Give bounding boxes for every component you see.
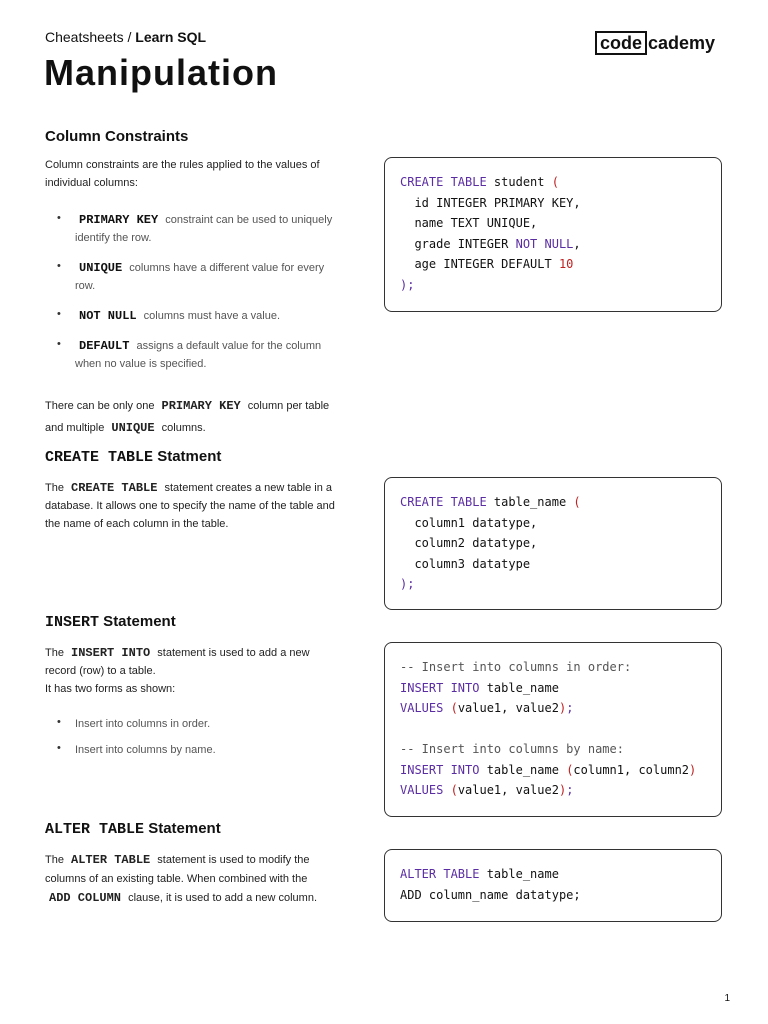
list-item: • Insert into columns by name. (45, 741, 335, 759)
code-token: id INTEGER PRIMARY KEY, (400, 195, 581, 210)
desc-text: The (45, 482, 68, 494)
heading-code: ALTER TABLE (45, 821, 145, 838)
list-item (45, 211, 335, 247)
breadcrumb-current: Learn SQL (135, 29, 207, 45)
code-token: ( (551, 175, 559, 189)
heading-text: Statement (144, 820, 221, 837)
code-token: name TEXT UNIQUE, (400, 216, 538, 230)
code-line (400, 864, 706, 885)
heading-code: INSERT (45, 614, 100, 631)
desc-text: The (45, 647, 68, 659)
section-heading-alter (45, 820, 221, 838)
code-token: ( (443, 701, 458, 715)
code-line (400, 657, 706, 678)
alter-description (45, 851, 335, 908)
code-token: 10 (558, 257, 574, 271)
code-token: ( (566, 762, 574, 777)
outro-text: columns. (158, 422, 206, 434)
outro-text: There can be only one (45, 400, 158, 412)
code-token: value1, value2 (457, 783, 559, 797)
section-heading-constraints: Column Constraints (45, 128, 189, 145)
bullet-text: constraint can be used to uniquely identify the row. (75, 214, 333, 244)
create-description (45, 479, 335, 533)
code-token: , (573, 236, 581, 251)
code-line (400, 554, 706, 575)
code-line (400, 193, 706, 214)
code-line (400, 780, 706, 801)
desc-text: statement is used to add a new record (row) to a table. (45, 647, 310, 677)
code-token: CREATE TABLE (400, 495, 494, 509)
bullet-key: UNIQUE (79, 261, 123, 275)
codecademy-logo[interactable] (595, 31, 715, 55)
bullet-text: columns have a different value for every row. (75, 262, 325, 292)
insert-description (45, 644, 335, 698)
code-token: age INTEGER DEFAULT (400, 257, 559, 271)
desc-key: INSERT INTO (71, 646, 151, 660)
page-title: Manipulation (44, 52, 278, 93)
desc-text: statement creates a new table in a database. It allows one to specify the name of the table and the name of each column in the table. (45, 482, 335, 530)
code-token: NOT NULL (515, 236, 574, 251)
code-token: CREATE TABLE (400, 175, 494, 189)
code-token: -- Insert into columns in order: (400, 660, 632, 674)
code-block-constraints (384, 157, 722, 312)
page-number: 1 (724, 993, 730, 1004)
code-token: ADD column_name datatype; (400, 887, 581, 902)
bullet-key: DEFAULT (79, 339, 130, 353)
code-line (400, 172, 706, 193)
code-line (400, 678, 706, 699)
breadcrumb-parent[interactable]: Cheatsheets / (45, 29, 136, 45)
outro-text: column per table and multiple (45, 400, 330, 434)
code-token: value1, value2 (457, 701, 559, 715)
code-line (400, 885, 706, 906)
constraints-intro: Column constraints are the rules applied to the values of individual columns: (45, 159, 320, 189)
insert-list (45, 715, 335, 767)
code-token: table_name (486, 762, 567, 777)
code-token: ; (566, 783, 574, 797)
constraints-outro (45, 395, 335, 439)
code-block-create (384, 477, 722, 610)
desc-key: ADD COLUMN (49, 891, 122, 905)
desc-key: CREATE TABLE (71, 481, 158, 495)
code-block-insert (384, 642, 722, 817)
code-token: table_name (486, 680, 559, 695)
code-line (400, 760, 706, 781)
code-token: column2 datatype, (400, 536, 538, 550)
bullet-key: PRIMARY KEY (79, 213, 159, 227)
code-token: INSERT INTO (400, 762, 487, 777)
list-item: • Insert into columns in order. (45, 715, 335, 733)
heading-text: Statement (99, 613, 176, 630)
code-token: student (493, 175, 552, 189)
code-token: ; (566, 701, 574, 715)
desc-text: It has two forms as shown: (45, 683, 176, 695)
code-token: ) (558, 701, 567, 715)
code-line (400, 533, 706, 554)
section-heading-create (45, 448, 221, 466)
code-token: ) (558, 783, 567, 797)
code-token: column1 datatype, (400, 515, 538, 530)
code-token: table_name (493, 495, 574, 509)
list-item (45, 337, 335, 373)
code-line (400, 213, 706, 234)
logo-cademy: cademy (647, 32, 715, 53)
code-token: grade INTEGER (400, 236, 516, 251)
code-token: table_name (486, 867, 559, 881)
code-token: VALUES (400, 783, 444, 797)
bullet-key: NOT NULL (79, 309, 137, 323)
code-token: -- Insert into columns by name: (400, 742, 624, 756)
code-line (400, 275, 706, 296)
code-line (400, 698, 706, 719)
code-token: ALTER TABLE (400, 867, 487, 881)
list-item (45, 307, 335, 325)
desc-text: The (45, 854, 68, 866)
bullet-text: columns must have a value. (143, 310, 281, 322)
outro-key-unique: UNIQUE (111, 421, 155, 435)
desc-text: clause, it is used to add a new column. (125, 892, 318, 904)
desc-text: statement is used to modify the columns of an existing table. When combined with the (45, 854, 310, 885)
constraints-list (45, 211, 335, 385)
breadcrumb (45, 29, 206, 45)
code-token: column1, column2 (573, 762, 690, 777)
heading-code: CREATE TABLE (45, 449, 154, 466)
code-token: column3 datatype (400, 556, 531, 571)
bullet-text: assigns a default value for the column when no value is specified. (75, 340, 322, 370)
code-line (400, 234, 706, 255)
code-line (400, 513, 706, 534)
code-token: INSERT INTO (400, 680, 487, 695)
list-item (45, 259, 335, 295)
code-token: ) (689, 762, 697, 777)
code-line (400, 574, 706, 595)
outro-key-primary: PRIMARY KEY (161, 399, 241, 413)
code-line (400, 719, 706, 740)
code-token: VALUES (400, 701, 444, 715)
code-token: ); (400, 277, 415, 292)
code-token: ( (443, 783, 458, 797)
code-line (400, 254, 706, 275)
desc-key: ALTER TABLE (71, 853, 151, 867)
heading-text: Statment (153, 448, 222, 465)
code-block-alter (384, 849, 722, 922)
logo-code: code (595, 31, 647, 55)
section-heading-insert (45, 613, 176, 631)
code-line (400, 492, 706, 513)
code-token: ); (400, 577, 415, 591)
code-line (400, 739, 706, 760)
code-token: ( (573, 495, 581, 509)
